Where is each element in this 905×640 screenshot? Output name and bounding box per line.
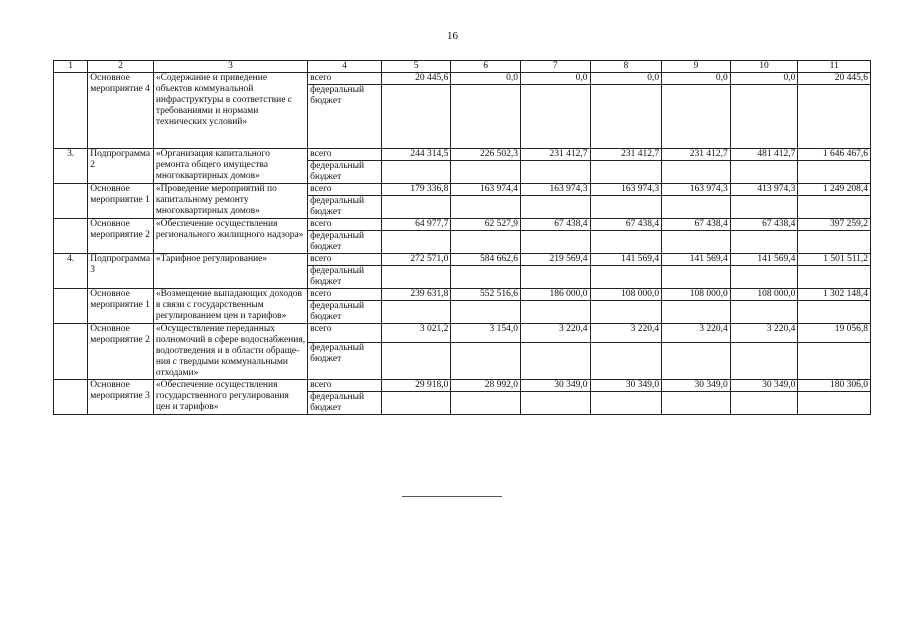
funding-source-total: всего	[308, 254, 382, 266]
value-cell: 163 974,3	[520, 184, 590, 196]
value-cell: 30 349,0	[520, 380, 590, 392]
value-cell: 186 000,0	[520, 289, 590, 301]
value-cell: 219 569,4	[520, 254, 590, 266]
value-cell: 62 527,9	[451, 219, 521, 231]
row-type: Основное мероприятие 4	[88, 73, 154, 149]
value-cell: 108 000,0	[662, 289, 731, 301]
funding-source-total: всего	[308, 73, 382, 85]
value-cell: 244 314,5	[381, 149, 451, 161]
value-cell: 29 918,0	[381, 380, 451, 392]
column-header: 7	[520, 61, 590, 73]
column-header: 3	[153, 61, 307, 73]
table-row	[54, 254, 871, 266]
value-cell: 3 021,2	[381, 324, 451, 343]
value-cell: 108 000,0	[730, 289, 798, 301]
value-cell: 67 438,4	[730, 219, 798, 231]
value-cell: 3 220,4	[662, 324, 731, 343]
row-number	[54, 324, 88, 380]
value-cell: 67 438,4	[590, 219, 662, 231]
row-name: «Тарифное регулирование»	[153, 254, 307, 289]
value-cell: 3 220,4	[520, 324, 590, 343]
row-type: Основное мероприятие 3	[88, 380, 154, 415]
column-header: 6	[451, 61, 521, 73]
funding-source-federal: федеральный бюджет	[308, 161, 382, 184]
value-cell: 30 349,0	[590, 380, 662, 392]
value-cell: 231 412,7	[662, 149, 731, 161]
value-cell: 239 631,8	[381, 289, 451, 301]
funding-source-federal: федеральный бюджет	[308, 85, 382, 149]
value-cell: 163 974,3	[662, 184, 731, 196]
table-row	[54, 184, 871, 196]
funding-source-total: всего	[308, 380, 382, 392]
funding-source-total: всего	[308, 289, 382, 301]
budget-table	[53, 60, 871, 415]
row-number	[54, 184, 88, 219]
row-type: Подпрограмма 3	[88, 254, 154, 289]
column-header: 2	[88, 61, 154, 73]
row-type: Подпрограмма 2	[88, 149, 154, 184]
table-body	[54, 73, 871, 415]
value-cell: 163 974,4	[451, 184, 521, 196]
page-number: 16	[447, 30, 458, 42]
row-type: Основное мероприятие 1	[88, 289, 154, 324]
row-number	[54, 289, 88, 324]
value-cell: 0,0	[520, 73, 590, 85]
value-cell: 141 569,4	[662, 254, 731, 266]
value-cell: 231 412,7	[590, 149, 662, 161]
value-cell: 20 445,6	[381, 73, 451, 85]
value-cell: 231 412,7	[520, 149, 590, 161]
row-name: «Осуществление переданных полномочий в сфере водоснабжения, водоотведения и в области обращения с твердыми коммунальными отходами»	[153, 324, 307, 380]
value-cell: 413 974,3	[730, 184, 798, 196]
value-cell: 1 501 511,2	[798, 254, 871, 266]
value-cell: 30 349,0	[730, 380, 798, 392]
row-name: «Обеспечение осуществления регионального жилищного надзора»	[153, 219, 307, 254]
funding-source-total: всего	[308, 324, 382, 343]
value-cell: 28 992,0	[451, 380, 521, 392]
value-cell: 0,0	[662, 73, 731, 85]
funding-source-federal: федеральный бюджет	[308, 196, 382, 219]
value-cell: 30 349,0	[662, 380, 731, 392]
row-number	[54, 219, 88, 254]
value-cell: 0,0	[590, 73, 662, 85]
row-type: Основное мероприятие 1	[88, 184, 154, 219]
row-name: «Организация капитального ремонта общего имущества многоквартирных домов»	[153, 149, 307, 184]
table-row	[54, 380, 871, 392]
column-header: 4	[308, 61, 382, 73]
column-header: 5	[381, 61, 451, 73]
value-cell: 141 569,4	[730, 254, 798, 266]
row-name: «Обеспечение осуществления государственного регулирования цен и тарифов»	[153, 380, 307, 415]
value-cell: 67 438,4	[662, 219, 731, 231]
column-number-row	[54, 61, 871, 73]
value-cell: 0,0	[451, 73, 521, 85]
value-cell: 19 056,8	[798, 324, 871, 343]
value-cell: 1 646 467,6	[798, 149, 871, 161]
value-cell: 226 502,3	[451, 149, 521, 161]
row-type: Основное мероприятие 2	[88, 324, 154, 380]
closing-divider	[402, 496, 502, 497]
row-number	[54, 73, 88, 149]
table-row	[54, 219, 871, 231]
column-header: 8	[590, 61, 662, 73]
value-cell: 108 000,0	[590, 289, 662, 301]
value-cell: 1 249 208,4	[798, 184, 871, 196]
value-cell: 179 336,8	[381, 184, 451, 196]
value-cell: 272 571,0	[381, 254, 451, 266]
value-cell: 397 259,2	[798, 219, 871, 231]
value-cell: 1 302 148,4	[798, 289, 871, 301]
table-row	[54, 73, 871, 85]
row-name: «Содержание и приведение объектов коммунальной инфраструктуры в соответствие с требованиями и нормами технических условий»	[153, 73, 307, 149]
value-cell: 180 306,0	[798, 380, 871, 392]
row-number	[54, 380, 88, 415]
column-header: 1	[54, 61, 88, 73]
funding-source-total: всего	[308, 219, 382, 231]
funding-source-total: всего	[308, 149, 382, 161]
row-type: Основное мероприятие 2	[88, 219, 154, 254]
funding-source-federal: федеральный бюджет	[308, 392, 382, 415]
funding-source-federal: федеральный бюджет	[308, 231, 382, 254]
funding-source-federal: федеральный бюджет	[308, 343, 382, 380]
value-cell: 141 569,4	[590, 254, 662, 266]
table-row	[54, 324, 871, 343]
row-number: 4.	[54, 254, 88, 289]
table-row	[54, 149, 871, 161]
value-cell: 3 154,0	[451, 324, 521, 343]
column-header: 9	[662, 61, 731, 73]
value-cell: 3 220,4	[730, 324, 798, 343]
value-cell: 552 516,6	[451, 289, 521, 301]
row-number: 3.	[54, 149, 88, 184]
value-cell: 64 977,7	[381, 219, 451, 231]
value-cell: 481 412,7	[730, 149, 798, 161]
value-cell: 67 438,4	[520, 219, 590, 231]
column-header: 10	[730, 61, 798, 73]
value-cell: 20 445,6	[798, 73, 871, 85]
value-cell: 3 220,4	[590, 324, 662, 343]
value-cell: 584 662,6	[451, 254, 521, 266]
funding-source-federal: федеральный бюджет	[308, 266, 382, 289]
funding-source-total: всего	[308, 184, 382, 196]
value-cell: 163 974,3	[590, 184, 662, 196]
row-name: «Проведение мероприятий по капитальному ремонту многоквартирных домов»	[153, 184, 307, 219]
funding-source-federal: федеральный бюджет	[308, 301, 382, 324]
table-row	[54, 289, 871, 301]
value-cell: 0,0	[730, 73, 798, 85]
row-name: «Возмещение выпадающих доходов в связи с государственным регулированием цен и тарифов»	[153, 289, 307, 324]
column-header: 11	[798, 61, 871, 73]
